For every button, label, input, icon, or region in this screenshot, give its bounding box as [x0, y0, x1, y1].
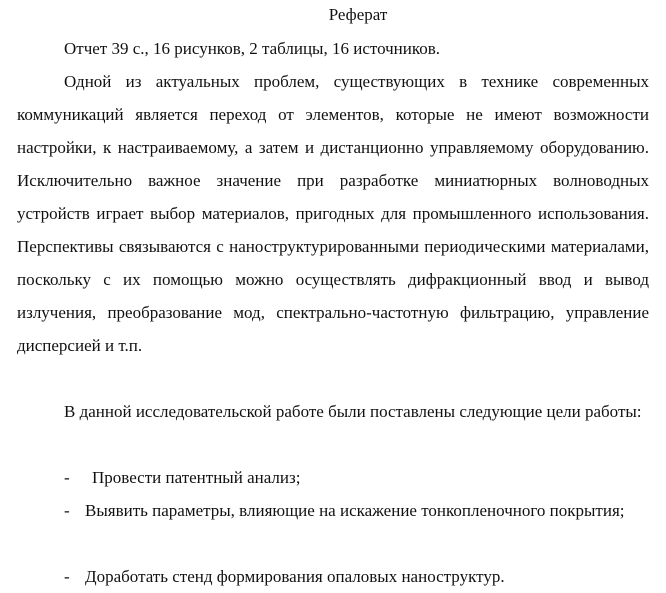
- list-marker: -: [64, 468, 70, 487]
- goal-text: Провести патентный анализ;: [92, 468, 301, 487]
- list-marker: -: [64, 567, 70, 586]
- goal-item: [17, 461, 649, 494]
- goal-text: Доработать стенд формирования опаловых наноструктур.: [85, 567, 505, 586]
- goal-text: Выявить параметры, влияющие на искажение тонкопленочного покрытия;: [85, 501, 625, 520]
- document-title: Реферат: [328, 5, 388, 24]
- goal-item: [17, 494, 649, 527]
- abstract-paragraph: Одной из актуальных проблем, существующих в технике современных коммуникаций является переход от элементов, которые не имеют возможности настройки, к настраиваемому, а затем и дистанционно управляемому оборудованию. Исключительно важное значение при разработке миниатюрных волноводных устройств играет выбор материалов, пригодных для промышленного использования. Перспективы связываются с наноструктурированными периодическими материалами, поскольку с их помощью можно осуществлять дифракционный ввод и вывод излучения, преобразование мод, спектрально-частотную фильтрацию, управление дисперсией и т.п.: [17, 72, 649, 355]
- goals-intro: В данной исследовательской работе были поставлены следующие цели работы:: [64, 402, 642, 421]
- report-summary: Отчет 39 с., 16 рисунков, 2 таблицы, 16 источников.: [64, 39, 441, 58]
- list-marker: -: [64, 501, 70, 520]
- goal-item: [17, 560, 649, 593]
